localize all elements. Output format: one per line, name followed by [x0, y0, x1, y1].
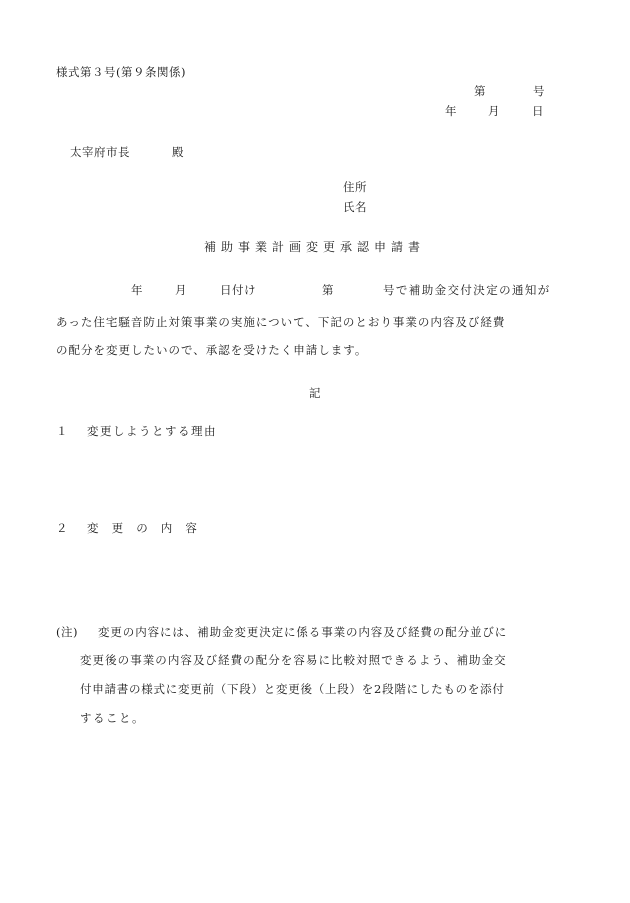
ki-marker: 記: [309, 386, 321, 400]
note-marker: (注): [56, 625, 78, 639]
applicant-name-label: 氏名: [343, 200, 367, 214]
item-2-label: 変 更 の 内 容: [87, 521, 198, 535]
note-line-1: 変更の内容には、補助金変更決定に係る事業の内容及び経費の配分並びに: [98, 625, 508, 639]
body-line-3: の配分を変更したいので、承認を受けたく申請します。: [56, 343, 368, 357]
date-day: 日: [532, 104, 544, 118]
note-line-3: 付申請書の様式に変更前（下段）と変更後（上段）を2段階にしたものを添付: [80, 682, 505, 696]
body-line-2: あった住宅騒音防止対策事業の実施について、下記のとおり事業の内容及び経費: [56, 315, 506, 329]
body-month: 月: [175, 283, 187, 297]
addressee-name: 太宰府市長: [70, 145, 130, 159]
addressee-honorific: 殿: [172, 145, 184, 159]
applicant-address-label: 住所: [343, 180, 367, 194]
form-number: 様式第３号(第９条関係): [56, 65, 186, 79]
note-line-2: 変更後の事業の内容及び経費の配分を容易に比較対照できるよう、補助金交: [80, 653, 507, 667]
item-1-number: １: [56, 424, 68, 438]
note-line-4: すること。: [80, 711, 145, 725]
item-1-label: 変更しようとする理由: [87, 424, 217, 438]
body-date-suffix: 日付け: [220, 283, 256, 297]
reference-go: 号: [533, 84, 545, 98]
body-line-1: 号で補助金交付決定の通知が: [383, 283, 551, 297]
item-2-number: ２: [56, 521, 68, 535]
body-dai: 第: [322, 283, 334, 297]
body-year: 年: [131, 283, 143, 297]
document-title: 補助事業計画変更承認申請書: [204, 240, 426, 254]
reference-dai: 第: [474, 84, 486, 98]
date-year: 年: [445, 104, 457, 118]
date-month: 月: [488, 104, 500, 118]
